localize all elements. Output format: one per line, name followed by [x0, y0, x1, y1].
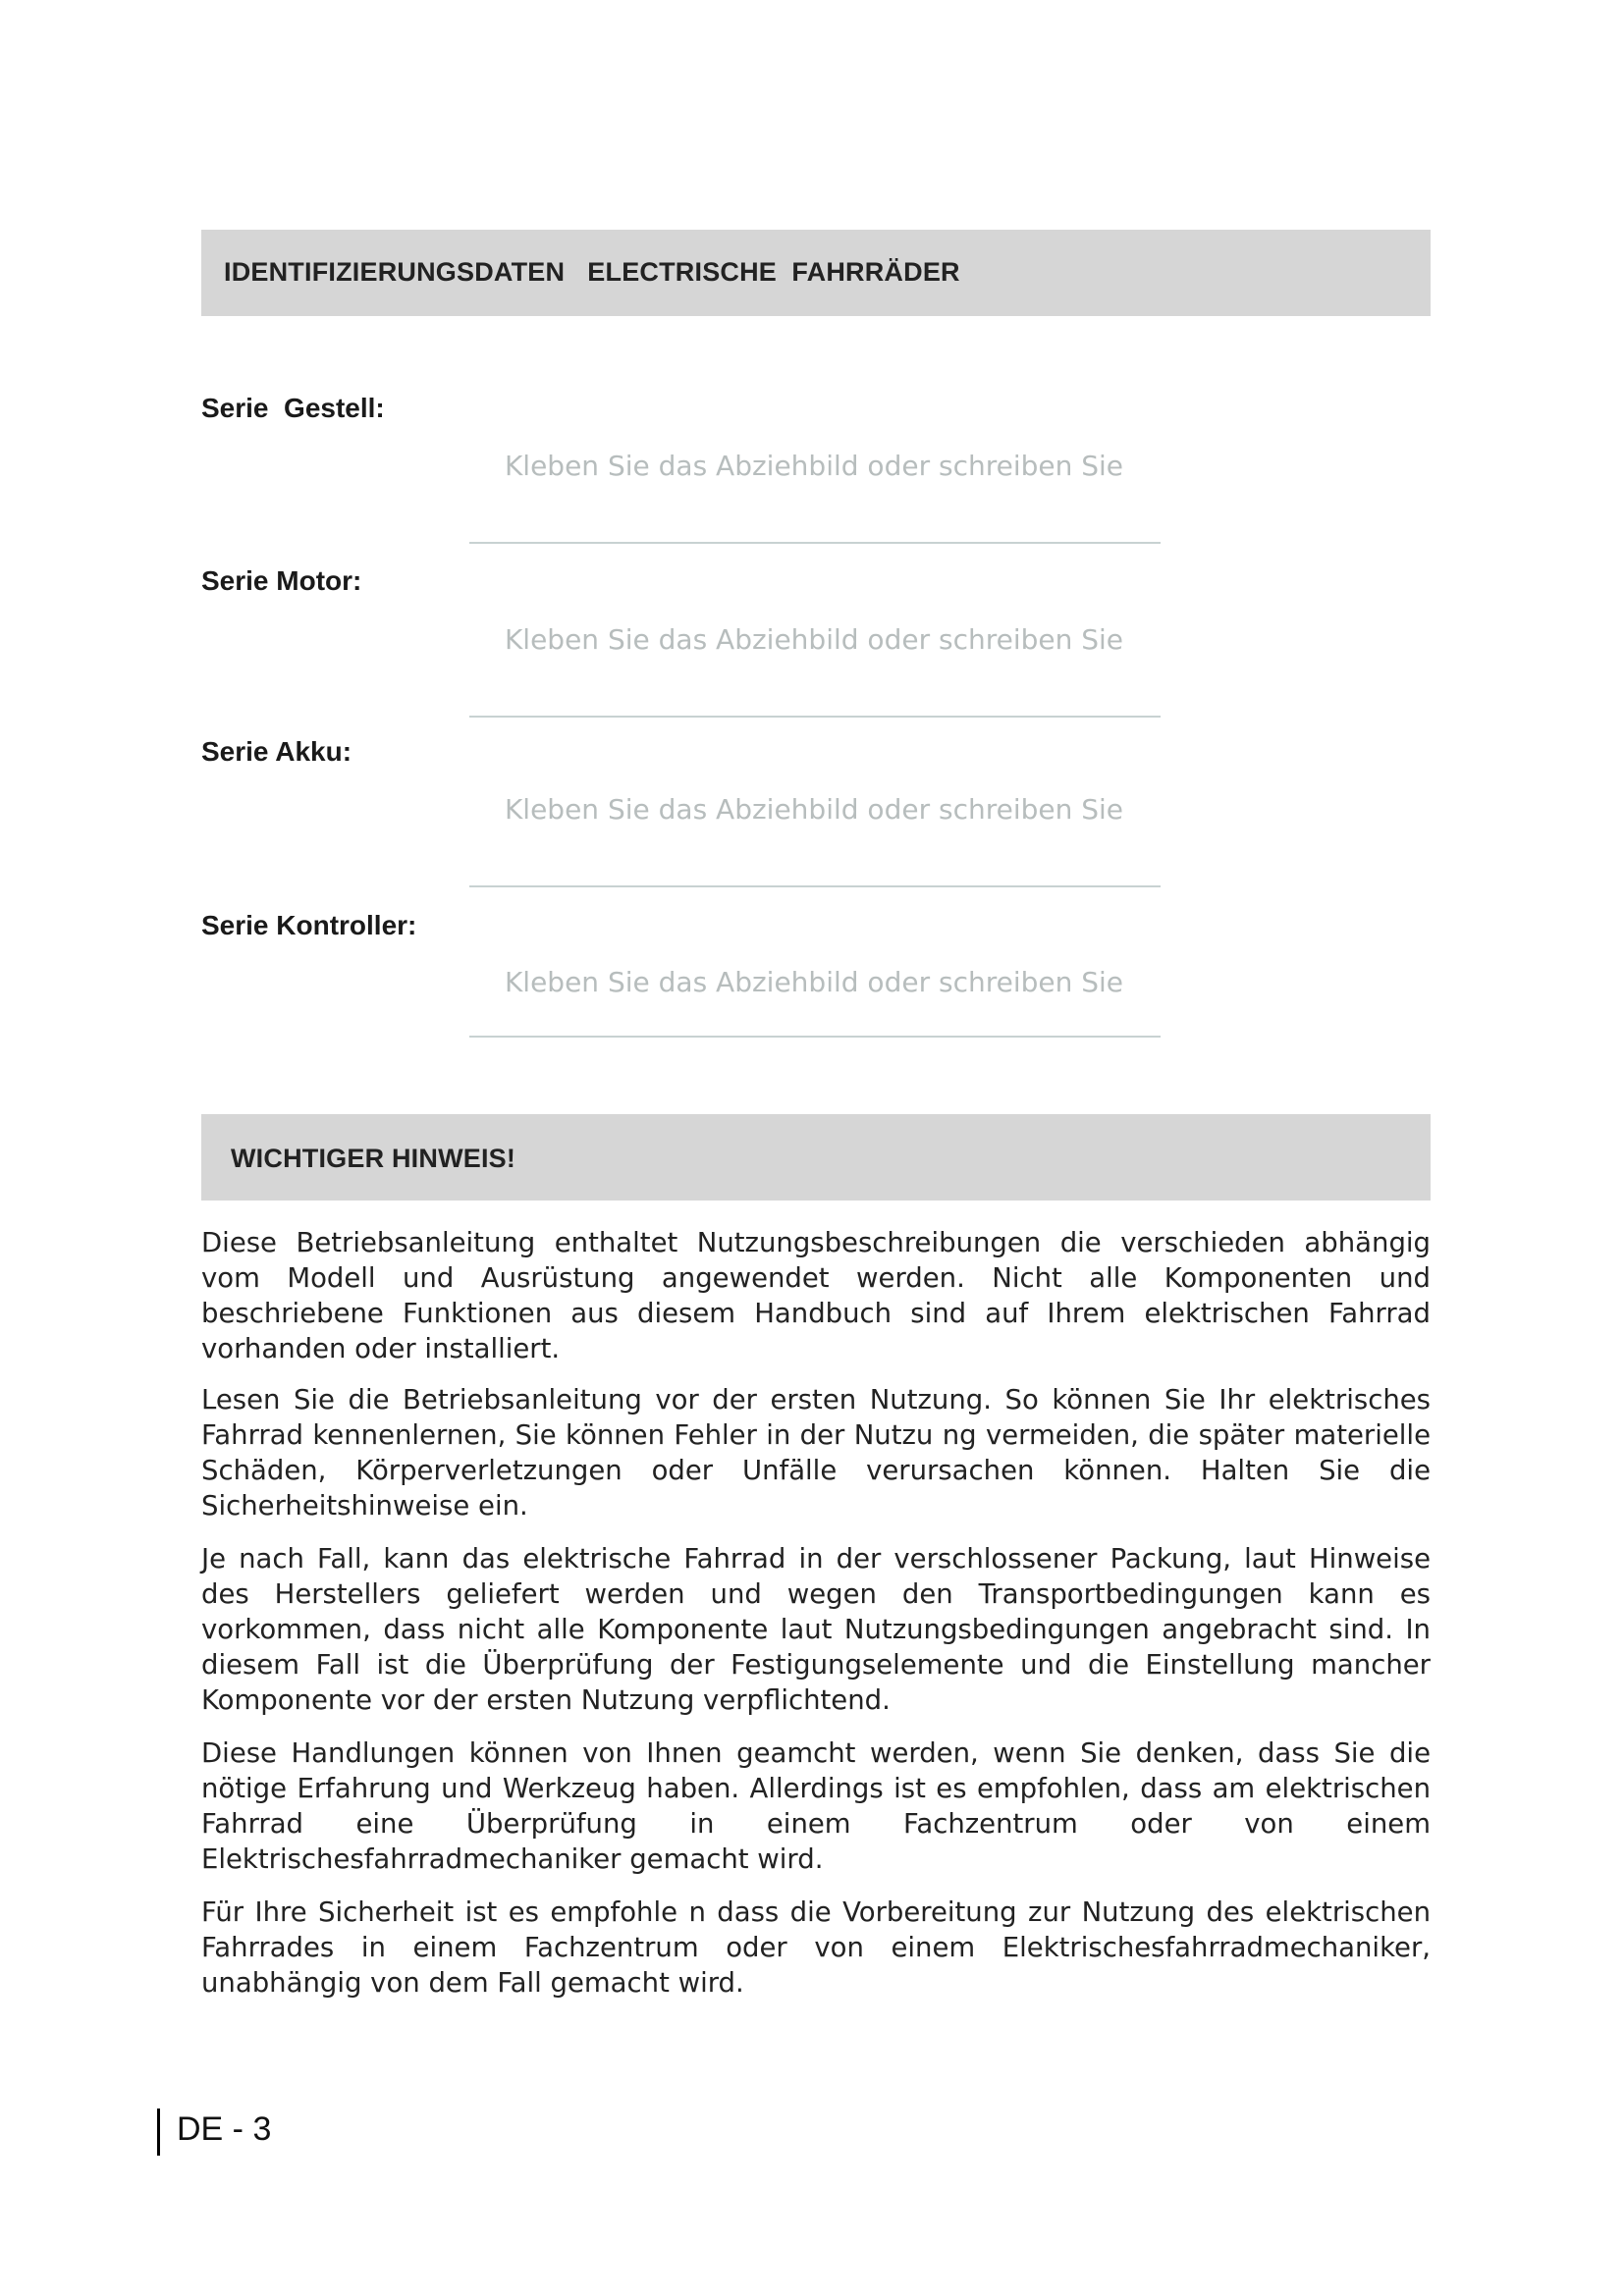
frame-serial-label: Serie Gestell: — [201, 393, 385, 423]
frame-serial-line[interactable] — [469, 542, 1161, 544]
identification-header — [201, 230, 1431, 316]
frame-serial-hint: Kleben Sie das Abziehbild oder schreiben Sie — [504, 450, 1124, 482]
notice-paragraph-5: Für Ihre Sicherheit ist es empfohle n dass die Vorbereitung zur Nutzung des elektrischen Fahrrades in einem Fachzentrum oder von einem Elektrischesfahrradmechaniker, unabhängig von dem Fall gemacht wird. — [201, 1896, 1431, 1999]
battery-serial-line[interactable] — [469, 885, 1161, 887]
page-number: DE - 3 — [177, 2110, 272, 2148]
page-number-divider — [157, 2109, 160, 2156]
notice-paragraph-2: Lesen Sie die Betriebsanleitung vor der ersten Nutzung. So können Sie Ihr elektrisches Fahrrad kennenlernen, Sie können Fehler in der Nutzu ng vermeiden, die später materielle Schäden, Körperverletzungen oder Unfälle verursachen können. Halten Sie die Sicherheitshinweise ein. — [201, 1384, 1431, 1522]
notice-paragraph-3: Je nach Fall, kann das elektrische Fahrrad in der verschlossener Packung, laut Hinweise des Herstellers geliefert werden und wegen den Transportbedingungen kann es vorkommen, dass nicht alle Komponente laut Nutzungsbedingungen angebracht sind. In diesem Fall ist die Überprüfung der Festigungselemente und die Einstellung mancher Komponente vor der ersten Nutzung verpflichtend. — [201, 1543, 1431, 1716]
controller-serial-line[interactable] — [469, 1036, 1161, 1038]
motor-serial-line[interactable] — [469, 716, 1161, 718]
notice-title: WICHTIGER HINWEIS! — [231, 1144, 516, 1173]
controller-serial-label: Serie Kontroller: — [201, 910, 417, 940]
controller-serial-hint: Kleben Sie das Abziehbild oder schreiben Sie — [504, 966, 1124, 998]
battery-serial-label: Serie Akku: — [201, 736, 352, 767]
notice-header — [201, 1114, 1431, 1201]
motor-serial-hint: Kleben Sie das Abziehbild oder schreiben Sie — [504, 623, 1124, 656]
battery-serial-hint: Kleben Sie das Abziehbild oder schreiben Sie — [504, 793, 1124, 826]
notice-paragraph-4: Diese Handlungen können von Ihnen geamcht werden, wenn Sie denken, dass Sie die nötige Erfahrung und Werkzeug haben. Allerdings ist es empfohlen, dass am elektrischen Fahrrad eine Überprüfung in einem Fachzentrum oder von einem Elektrischesfahrradmechaniker gemacht wird. — [201, 1737, 1431, 1875]
motor-serial-label: Serie Motor: — [201, 565, 362, 596]
notice-paragraph-1: Diese Betriebsanleitung enthaltet Nutzungsbeschreibungen die verschieden abhängig vom Modell und Ausrüstung angewendet werden. Nicht alle Komponenten und beschriebene Funktionen aus diesem Handbuch sind auf Ihrem elektrischen Fahrrad vorhanden oder installiert. — [201, 1227, 1431, 1364]
identification-title: IDENTIFIZIERUNGSDATEN ELECTRISCHE FAHRRÄDER — [224, 257, 960, 287]
